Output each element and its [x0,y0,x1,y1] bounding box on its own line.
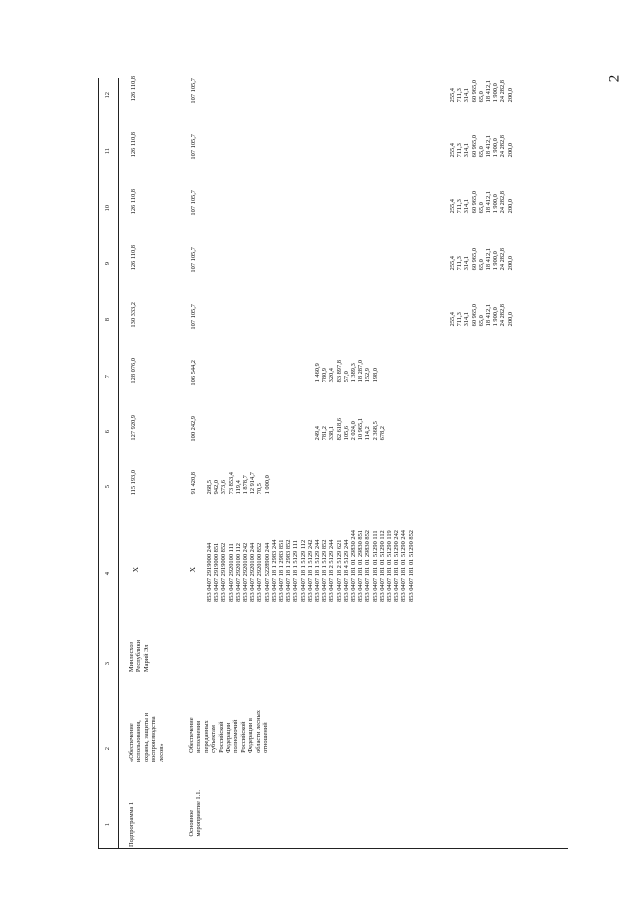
col6-value: 338,1 [328,425,336,441]
program-executor-line: Минлесхоз [128,641,135,673]
measure-desc-line: Федерации [225,722,233,753]
col11-value: 1 900,0 [492,138,500,158]
budget-code: 853 0407 181 01 51290 244 [400,530,408,602]
program-desc-line: воспроизводства [150,716,158,762]
col9-value: 200,0 [506,255,514,271]
col5-value: 12 914,7 [249,472,257,495]
measure-val-12: 107 105,7 [190,78,197,104]
colnum-4: 4 [104,572,111,576]
col8-value: 255,4 [449,311,456,327]
budget-code: 853 0407 181 01 29830 851 [357,530,365,602]
col8-value: 65,0 [477,315,485,327]
table-header-rule [118,78,119,848]
program-val-6: 127 920,9 [130,415,137,441]
col10-value: 65,0 [477,202,485,214]
program-executor-line: Республики [135,640,143,673]
measure-desc-line: Российской [217,721,225,753]
page-number: 2 [605,74,622,83]
program-val-11: 126 110,8 [130,132,137,158]
measure-desc-line: области лесных [254,710,262,753]
colnum-9: 9 [104,262,111,266]
measure-description [188,710,269,753]
measure-desc-line: отношений [262,722,270,753]
col6-value: 2 368,5 [371,421,379,441]
colnum-6: 6 [104,430,111,434]
col7-value: 1 460,9 [314,363,321,383]
program-desc-line: лесов» [157,743,165,762]
measure-val-7: 106 544,2 [190,360,197,386]
col9-value: 65,0 [477,259,485,271]
col10-value: 1 900,0 [492,194,500,214]
col8-value: 18 412,1 [485,304,493,327]
measure-val-9: 107 105,7 [190,247,197,273]
program-code: Х [131,567,140,573]
program-val-9: 126 110,8 [130,245,137,271]
col10-value: 60 965,0 [470,191,478,214]
col10-values [449,191,514,213]
program-executor [128,640,150,672]
measure-title [188,790,203,836]
colnum-2: 2 [104,747,111,751]
budget-code: 853 0407 18 1 5129 111 [292,540,300,602]
measure-val-8: 107 105,7 [190,304,197,330]
col11-value: 24 282,8 [499,135,507,158]
colnum-3: 3 [104,662,111,666]
col7-value: 152,9 [364,367,372,383]
program-val-10: 126 110,8 [130,189,137,215]
col12-value: 60 965,0 [470,80,478,103]
program-executor-line: Марий Эл [142,644,150,673]
budget-code: 853 0407 2920100 111 [227,543,235,602]
col6-value: 10 965,1 [357,418,365,441]
measure-val-10: 107 105,7 [190,190,197,216]
col5-value: 1 878,7 [242,475,250,495]
col8-value: 60 965,0 [470,304,478,327]
col5-value: 119,4 [234,480,242,495]
colnum-10: 10 [104,205,111,212]
col9-value: 24 282,8 [499,248,507,271]
col9-values [449,248,514,270]
col7-value: 1 389,3 [350,363,358,383]
col6-value: 82 618,6 [335,418,343,441]
col10-value: 18 412,1 [485,191,493,214]
table-top-rule [98,78,99,848]
budget-code: 853 0407 2919000 244 [206,542,213,602]
budget-code: 853 0407 18 1 5129 244 [314,539,322,602]
program-val-7: 128 076,0 [130,358,137,384]
col6-value: 249,4 [314,425,321,441]
col9-value: 1 900,0 [492,251,500,271]
col8-values [449,304,514,326]
col9-value: 60 965,0 [470,248,478,271]
budget-code: 853 0407 18 1 5129 112 [299,539,307,602]
col7-value: 198,0 [371,367,379,383]
budget-code: 853 0407 2920100 852 [256,542,264,602]
colnum-1: 1 [104,823,111,827]
measure-desc-line: Обеспечение [188,717,195,753]
budget-code: 853 0407 181 01 51290 112 [378,530,386,602]
measure-title-line: Основное [188,809,195,837]
col8-value: 24 282,8 [499,304,507,327]
col12-value: 24 282,8 [499,80,507,103]
col12-value: 200,0 [506,87,514,103]
col5-value: 268,5 [206,479,213,495]
budget-code: 853 0407 18 1 5129 852 [321,539,329,602]
col11-value: 60 965,0 [470,135,478,158]
col11-value: 18 412,1 [485,135,493,158]
colnum-8: 8 [104,318,111,322]
colnum-11: 11 [104,148,111,155]
col8-value: 314,1 [463,311,471,327]
col12-value: 711,3 [456,88,464,103]
budget-code: 853 0407 181 01 29830 852 [364,530,372,602]
measure-code: Х [188,567,197,573]
col11-value: 200,0 [506,142,514,158]
col6-value: 105,6 [342,425,350,441]
col11-value: 255,4 [449,142,456,158]
budget-code: 853 0407 181 01 51290 242 [393,530,401,602]
colnum-7: 7 [104,375,111,379]
program-desc-line: использования, [135,720,143,762]
measure-title-line: мероприятие 1.1. [195,790,203,837]
col12-value: 255,4 [449,87,456,103]
col5-values [206,472,271,494]
program-desc-line: «Обеспечение [128,723,135,762]
budget-codes [206,530,415,602]
budget-code: 853 0407 181 01 51290 852 [407,530,415,602]
budget-code: 853 0407 18 2 5129 621 [335,539,343,602]
program-val-12: 126 110,8 [130,76,137,102]
col10-value: 711,3 [456,199,464,214]
budget-code: 853 0407 5228900 244 [263,542,271,602]
col6-values [314,418,386,440]
budget-code: 853 0407 18 1 2983 851 [278,539,286,602]
budget-code: 853 0407 18 4 5129 244 [342,539,350,602]
col7-value: 83 897,8 [335,360,343,383]
budget-code: 853 0407 2919000 851 [213,542,221,602]
col7-values [314,360,379,382]
col11-value: 65,0 [477,146,485,158]
col11-value: 314,1 [463,142,471,158]
budget-code: 853 0407 2920100 242 [242,542,250,602]
program-title: Подпрограмма 1 [128,801,135,847]
col5-value: 942,0 [213,479,221,495]
col12-value: 1 900,0 [492,83,500,103]
program-val-5: 115 193,0 [130,470,137,496]
colnum-12: 12 [104,92,111,99]
measure-desc-line: Российской [239,721,247,753]
budget-code: 853 0407 181 01 51290 111 [371,530,379,602]
budget-code: 853 0407 181 01 51290 119 [386,530,394,602]
measure-desc-line: полномочий [232,719,240,753]
col9-value: 711,3 [456,256,464,271]
col6-value: 678,2 [378,425,386,441]
col8-value: 1 900,0 [492,307,500,327]
budget-code: 853 0407 18 1 2983 244 [270,539,278,602]
budget-code: 853 0407 18 1 5129 242 [306,539,314,602]
measure-val-11: 107 105,7 [190,134,197,160]
col10-value: 200,0 [506,198,514,214]
col6-value: 2 024,0 [350,421,358,441]
col5-value: 73 853,4 [227,472,235,495]
col5-value: 1 000,0 [263,475,271,495]
col10-value: 255,4 [449,198,456,214]
budget-code: 853 0407 2919000 852 [220,542,228,602]
measure-val-6: 100 242,9 [190,416,197,442]
budget-code: 853 0407 18 1 2983 852 [285,539,293,602]
col7-value: 320,4 [328,367,336,383]
col12-values [449,80,514,102]
col11-values [449,135,514,157]
budget-code: 853 0407 2920100 244 [249,542,257,602]
col12-value: 314,1 [463,87,471,103]
col5-value: 70,5 [256,483,264,495]
col11-value: 711,3 [456,143,464,158]
measure-desc-line: Федерации в [247,718,255,753]
table-left-rule [98,848,568,849]
col9-value: 255,4 [449,255,456,271]
col6-value: 114,2 [364,426,372,441]
col9-value: 18 412,1 [485,248,493,271]
col7-value: 18 287,0 [357,360,365,383]
col9-value: 314,1 [463,255,471,271]
col10-value: 24 282,8 [499,191,507,214]
col10-value: 314,1 [463,198,471,214]
col6-value: 781,2 [321,425,329,441]
measure-val-5: 91 420,8 [190,472,197,495]
col12-value: 18 412,1 [485,80,493,103]
col7-value: 57,0 [342,371,350,383]
colnum-5: 5 [104,485,111,489]
program-desc-line: охраны, защиты и [142,713,150,762]
col5-value: 373,6 [220,479,228,495]
measure-desc-line: субъектам [210,725,218,753]
program-description [128,713,165,762]
program-val-8: 130 333,2 [130,302,137,328]
col8-value: 200,0 [506,311,514,327]
measure-desc-line: переданных [202,720,210,753]
col7-value: 780,9 [321,367,329,383]
col12-value: 65,0 [477,91,485,103]
budget-code: 853 0407 181 01 29830 244 [350,530,358,602]
measure-desc-line: исполнения [195,720,203,753]
col8-value: 711,3 [456,312,464,327]
budget-code: 853 0407 18 2 5129 244 [328,539,336,602]
budget-code: 853 0407 2920100 112 [234,543,242,602]
